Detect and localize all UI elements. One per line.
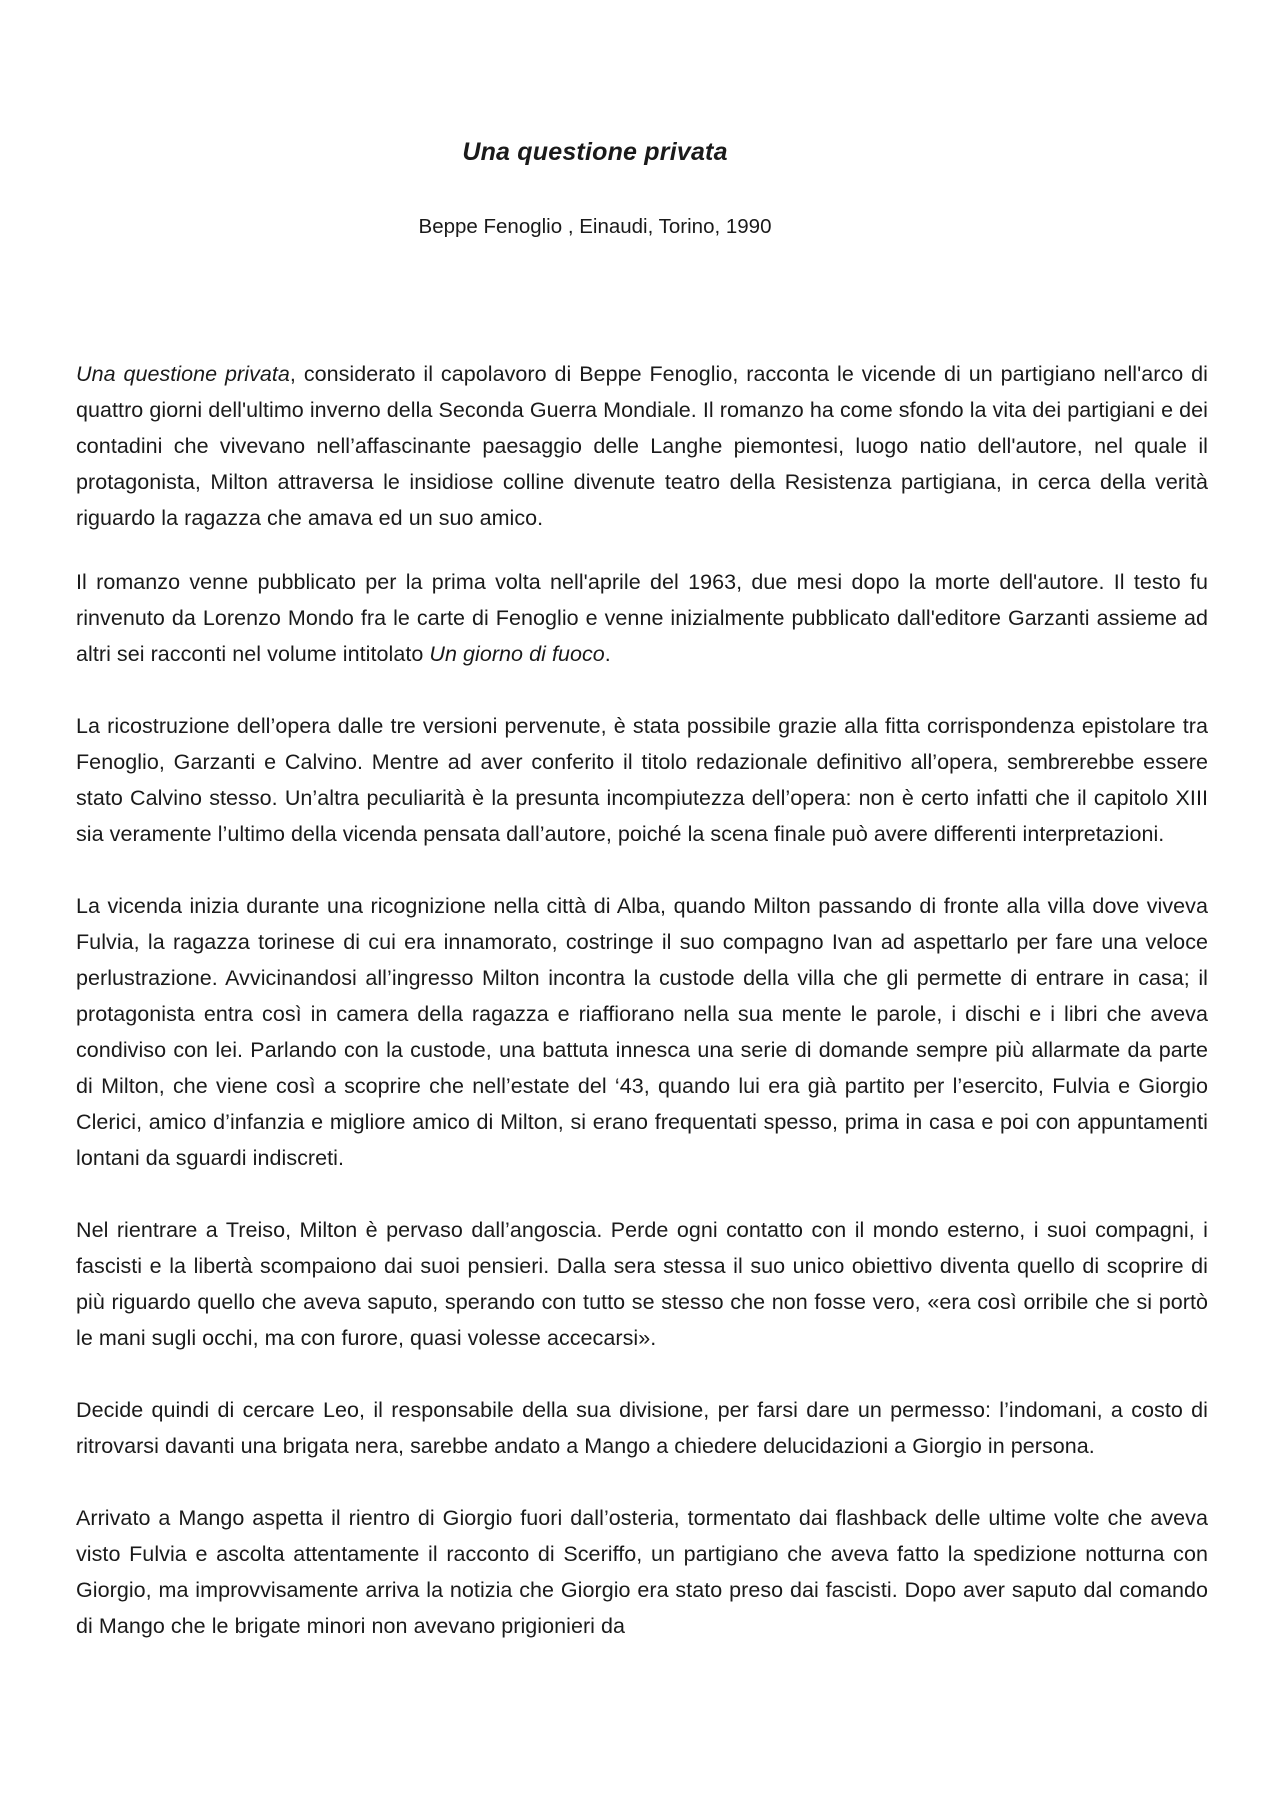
paragraph-2-italic-title: Un giorno di fuoco — [429, 642, 605, 666]
paragraph-6 — [76, 1392, 1208, 1464]
paragraph-7 — [76, 1500, 1208, 1644]
paragraph-3 — [76, 708, 1208, 852]
paragraph-2-punct: . — [604, 642, 611, 666]
paragraph-4-text: La vicenda inizia durante una ricognizione nella città di Alba, quando Milton passando di fronte alla villa dove viveva Fulvia, la ragazza torinese di cui era innamorato, costringe il suo compagno Ivan ad aspettarlo per fare una veloce perlustrazione. Avvicinandosi all’ingresso Milton incontra la custode della villa che gli permette di entrare in casa; il protagonista entra così in camera della ragazza e riaffiorano nella sua mente le parole, i dischi e i libri che aveva condiviso con lei. Parlando con la custode, una battuta innesca una serie di domande sempre più allarmate da parte di Milton, che viene così a scoprire che nell’estate del ‘43, quando lui era già partito per l’esercito, Fulvia e Giorgio Clerici, amico d’infanzia e migliore amico di Milton, si erano frequentati spesso, prima in casa e poi con appuntamenti lontani da sguardi indiscreti. — [76, 894, 1208, 1170]
paragraph-1-italic-title: Una questione privata — [76, 362, 290, 386]
document-body — [76, 356, 1208, 1644]
paragraph-1-text: , considerato il capolavoro di Beppe Fenoglio, racconta le vicende di un partigiano nell'arco di quattro giorni dell'ultimo inverno della Seconda Guerra Mondiale. Il romanzo ha come sfondo la vita dei partigiani e dei contadini che vivevano nell’affascinante paesaggio delle Langhe piemontesi, luogo natio dell'autore, nel quale il protagonista, Milton attraversa le insidiose colline divenute teatro della Resistenza partigiana, in cerca della verità riguardo la ragazza che amava ed un suo amico. — [76, 362, 1208, 530]
paragraph-6-text: Decide quindi di cercare Leo, il responsabile della sua divisione, per farsi dare un permesso: l’indomani, a costo di ritrovarsi davanti una brigata nera, sarebbe andato a Mango a chiedere delucidazioni a Giorgio in persona. — [76, 1398, 1208, 1458]
document-title: Una questione privata — [462, 138, 728, 166]
paragraph-2 — [76, 564, 1208, 672]
paragraph-4 — [76, 888, 1208, 1176]
document-citation: Beppe Fenoglio , Einaudi, Torino, 1990 — [418, 215, 772, 238]
paragraph-5-text: Nel rientrare a Treiso, Milton è pervaso dall’angoscia. Perde ogni contatto con il mondo esterno, i suoi compagni, i fascisti e la libertà scompaiono dai suoi pensieri. Dalla sera stessa il suo unico obiettivo diventa quello di scoprire di più riguardo quello che aveva saputo, sperando con tutto se stesso che non fosse vero, «era così orribile che si portò le mani sugli occhi, ma con furore, quasi volesse accecarsi». — [76, 1218, 1208, 1350]
paragraph-7-text: Arrivato a Mango aspetta il rientro di Giorgio fuori dall’osteria, tormentato dai flashback delle ultime volte che aveva visto Fulvia e ascolta attentamente il racconto di Sceriffo, un partigiano che aveva fatto la spedizione notturna con Giorgio, ma improvvisamente arriva la notizia che Giorgio era stato preso dai fascisti. Dopo aver saputo dal comando di Mango che le brigate minori non avevano prigionieri da — [76, 1506, 1208, 1638]
paragraph-5 — [76, 1212, 1208, 1356]
paragraph-1 — [76, 356, 1208, 536]
paragraph-3-text: La ricostruzione dell’opera dalle tre versioni pervenute, è stata possibile grazie alla fitta corrispondenza epistolare tra Fenoglio, Garzanti e Calvino. Mentre ad aver conferito il titolo redazionale definitivo all’opera, sembrerebbe essere stato Calvino stesso. Un’altra peculiarità è la presunta incompiutezza dell’opera: non è certo infatti che il capitolo XIII sia veramente l’ultimo della vicenda pensata dall’autore, poiché la scena finale può avere differenti interpretazioni. — [76, 714, 1208, 846]
paragraph-2-text: Il romanzo venne pubblicato per la prima volta nell'aprile del 1963, due mesi dopo la morte dell'autore. Il testo fu rinvenuto da Lorenzo Mondo fra le carte di Fenoglio e venne inizialmente pubblicato dall'editore Garzanti assieme ad altri sei racconti nel volume intitolato — [76, 570, 1208, 666]
